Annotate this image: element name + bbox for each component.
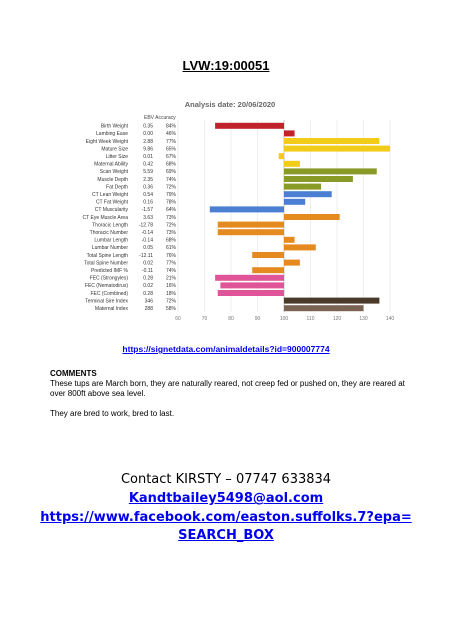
row-accuracy: 46% — [166, 131, 177, 138]
row-label: Litter Size — [105, 154, 128, 160]
x-tick-label: 100 — [279, 316, 289, 322]
row-accuracy: 78% — [166, 199, 177, 206]
row-label: Fat Depth — [106, 184, 128, 191]
row-ebv: 0.28 — [143, 290, 153, 297]
bar — [284, 237, 295, 243]
bar — [284, 146, 390, 152]
row-ebv: 0.28 — [143, 275, 153, 282]
x-tick-label: 140 — [385, 316, 395, 322]
row-accuracy: 65% — [166, 146, 177, 153]
x-tick-label: 120 — [332, 316, 342, 322]
row-label: Thoracic Length — [92, 222, 128, 229]
row-label: Scan Weight — [99, 169, 128, 176]
row-ebv: 0.54 — [143, 192, 153, 198]
bar — [284, 168, 377, 174]
bar — [279, 153, 284, 159]
row-ebv: 9.86 — [143, 146, 153, 153]
row-label: CT Muscularity — [94, 207, 128, 214]
x-tick-label: 70 — [201, 316, 208, 322]
row-label: Mature Size — [101, 146, 128, 153]
row-label: CT Lean Weight — [92, 192, 128, 198]
row-accuracy: 69% — [166, 169, 177, 176]
x-tick-label: 60 — [175, 316, 181, 322]
row-ebv: -0.11 — [141, 268, 153, 274]
row-accuracy: 21% — [166, 275, 177, 282]
row-accuracy: 58% — [166, 306, 177, 312]
contact-line: Contact KIRSTY – 07747 633834 — [120, 472, 332, 487]
animal-details-link[interactable]: https://signetdata.com/animaldetails?id=900007774 — [122, 344, 330, 354]
row-accuracy: 64% — [166, 207, 177, 214]
row-accuracy: 72% — [166, 222, 177, 229]
ebv-chart-svg — [50, 95, 402, 330]
row-ebv: 0.02 — [143, 283, 153, 290]
row-ebv: -1.57 — [141, 207, 153, 214]
row-ebv: 5.59 — [143, 169, 153, 176]
bar — [215, 275, 284, 281]
row-accuracy: 16% — [166, 283, 177, 290]
row-ebv: 0.00 — [143, 131, 153, 138]
bar — [284, 138, 379, 144]
row-label: Total Spine Number — [84, 260, 128, 267]
bar — [284, 199, 305, 205]
page-title: LVW:19:00051 — [182, 58, 270, 73]
row-accuracy: 68% — [166, 161, 177, 168]
row-accuracy: 73% — [166, 214, 177, 221]
row-accuracy: 79% — [166, 192, 177, 198]
bar — [284, 130, 295, 136]
row-label: Lumbar Number — [91, 245, 128, 252]
bar — [284, 260, 300, 266]
row-label: Lambing Ease — [96, 131, 128, 138]
row-accuracy: 68% — [166, 237, 177, 244]
bar — [210, 206, 284, 212]
bar — [284, 161, 300, 167]
x-tick-label: 130 — [359, 316, 368, 322]
bar — [284, 191, 332, 197]
row-label: Terminal Sire Index — [85, 298, 128, 305]
bar — [284, 184, 321, 190]
row-label: Predicted IMF % — [91, 268, 128, 274]
row-ebv: -0.14 — [141, 230, 153, 236]
row-label: Maternal Index — [94, 306, 128, 312]
row-accuracy: 77% — [166, 260, 177, 267]
bar — [284, 176, 353, 182]
bar — [284, 244, 316, 250]
row-ebv: 0.02 — [143, 260, 153, 267]
facebook-link[interactable]: https://www.facebook.com/easton.suffolks.7?epa= — [40, 510, 412, 525]
row-ebv: -12.11 — [139, 252, 153, 259]
row-accuracy: 73% — [166, 230, 177, 236]
bar — [220, 282, 284, 288]
row-label: Maternal Ability — [94, 161, 128, 168]
row-ebv: 3.63 — [143, 214, 153, 221]
x-tick-label: 90 — [254, 316, 261, 322]
bar — [218, 222, 284, 228]
row-accuracy: 18% — [166, 290, 177, 297]
row-ebv: 0.01 — [143, 154, 153, 160]
row-ebv: 2.88 — [143, 138, 153, 145]
row-ebv: 346 — [144, 298, 153, 305]
bar — [218, 229, 284, 235]
row-label: Lumbar Length — [94, 237, 128, 244]
row-label: Muscle Depth — [97, 176, 128, 183]
row-accuracy: 72% — [166, 184, 177, 191]
row-label: Total Spine Length — [86, 252, 128, 259]
comments-paragraph-1: These tups are March born, they are naturally reared, not creep fed or pushed on, they are reared at over 800ft above sea level. — [50, 379, 405, 398]
row-accuracy: 72% — [166, 298, 177, 305]
row-label: Birth Weight — [100, 123, 128, 130]
row-ebv: 0.05 — [143, 245, 153, 252]
row-accuracy: 84% — [166, 123, 177, 130]
row-ebv: 0.36 — [143, 184, 153, 191]
bar — [284, 305, 364, 311]
bar — [252, 252, 284, 258]
facebook-link-continued[interactable]: SEARCH_BOX — [178, 528, 274, 543]
row-accuracy: 61% — [166, 245, 177, 252]
row-ebv: 0.42 — [143, 161, 153, 168]
row-accuracy: 74% — [166, 268, 177, 274]
comments-heading: COMMENTS — [50, 369, 97, 378]
bar — [252, 267, 284, 273]
row-label: Eight Week Weight — [85, 138, 128, 145]
row-label: Thoracic Number — [89, 230, 128, 236]
row-label: FEC (Combined) — [90, 290, 128, 297]
email-link[interactable]: Kandtbailey5498@aol.com — [128, 491, 324, 506]
x-tick-label: 80 — [228, 316, 234, 322]
row-ebv: 0.35 — [143, 123, 153, 130]
row-accuracy: 67% — [166, 154, 177, 160]
row-ebv: 288 — [144, 306, 153, 312]
bar — [284, 298, 379, 304]
ebv-chart — [50, 95, 402, 330]
x-tick-label: 110 — [306, 316, 315, 322]
chart-title: Analysis date: 20/06/2020 — [184, 100, 276, 109]
row-label: FEC (Strongyles) — [89, 275, 128, 282]
chart-column-header: EBV Accuracy — [144, 115, 176, 121]
comments-paragraph-2: They are bred to work, bred to last. — [50, 409, 175, 418]
bar — [284, 214, 340, 220]
row-label: CT Eye Muscle Area — [82, 214, 128, 221]
row-ebv: -12.78 — [138, 222, 153, 229]
row-accuracy: 76% — [166, 252, 177, 259]
row-ebv: 2.35 — [143, 176, 153, 183]
bar — [218, 290, 284, 296]
row-ebv: -0.14 — [141, 237, 153, 244]
row-label: CT Fat Weight — [95, 199, 128, 206]
bar — [215, 123, 284, 129]
row-label: FEC (Nematodirus) — [84, 283, 128, 290]
row-accuracy: 74% — [166, 176, 177, 183]
row-ebv: 0.16 — [143, 199, 153, 206]
row-accuracy: 77% — [166, 138, 177, 145]
